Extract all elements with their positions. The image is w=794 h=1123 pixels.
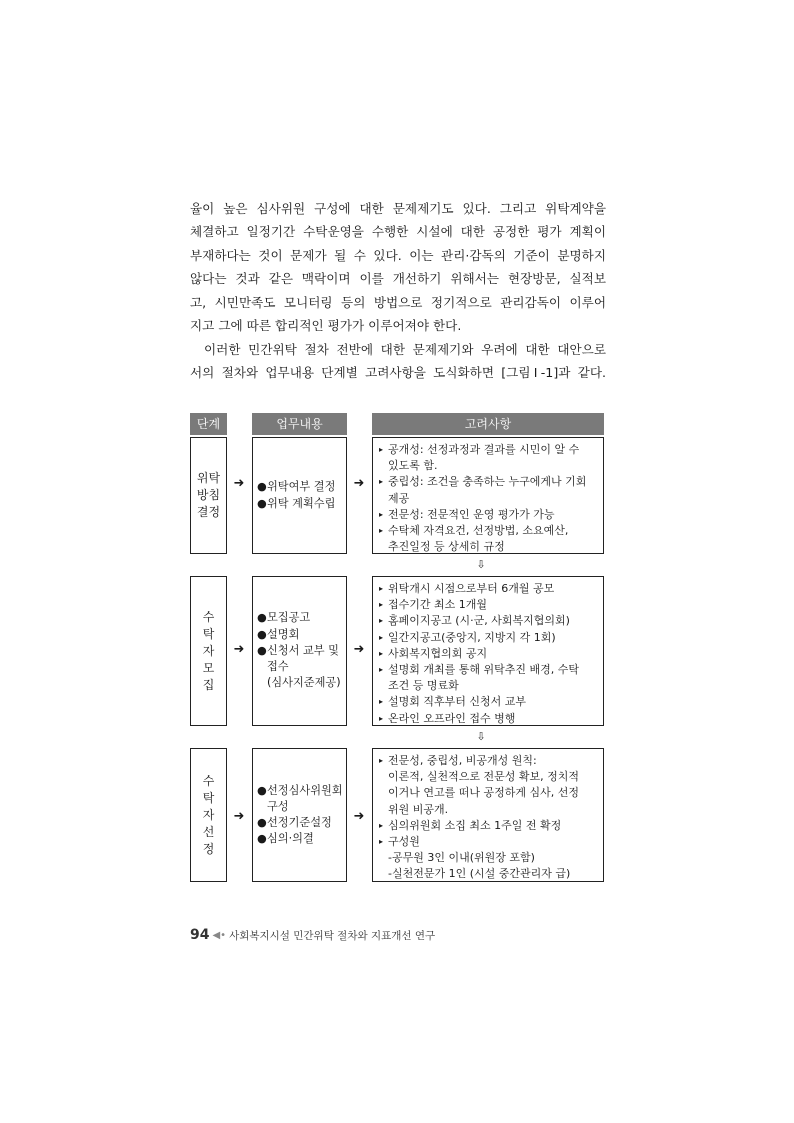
consider-item [379,662,599,678]
arrow-down-icon: ⇩ [476,730,486,743]
stage-box-3 [190,748,227,882]
consider-item [379,711,599,727]
task-item [257,643,346,659]
consider-continuation: 있도록 함. [388,459,438,473]
consider-continuation: 추진일정 등 상세히 규정 [388,540,505,554]
bullet-icon: ● [257,832,267,846]
consider-item [379,753,599,769]
triangle-bullet-icon: ▸ [379,713,384,723]
consider-text: 구성원 [388,835,420,849]
triangle-bullet-icon: ▸ [379,526,384,536]
triangle-bullet-icon: ▸ [379,820,384,830]
consider-text: 공개성: 선정과정과 결과를 시민이 알 수 [388,443,580,456]
task-text: 심의·의결 [267,832,314,846]
consider-box-3 [372,748,604,882]
task-item [257,815,346,831]
stage-char: 방침 [196,488,221,502]
bullet-icon: ● [257,643,267,657]
consider-item [379,507,599,523]
consider-text: 사회복지협의회 공지 [388,646,488,660]
consider-item [379,474,599,490]
consider-item [379,523,599,539]
consider-box-1 [372,437,604,554]
arrow-down-icon: ⇩ [476,558,486,571]
consider-continuation: 제공 [388,491,410,505]
triangle-bullet-icon: ▸ [379,509,384,519]
consider-text: 심의위원회 소집 최소 1주일 전 확정 [388,818,562,832]
consider-continuation: 이론적, 실천적으로 전문성 확보, 정치적 [388,770,579,784]
task-text: 설명회 [267,627,300,641]
consider-item [379,597,599,613]
consider-text: 수탁체 자격요건, 선정방법, 소요예산, [388,524,569,538]
stage-char: 선 [202,824,215,839]
stage-char: 결정 [196,505,221,519]
arrow-right-icon: ➜ [233,642,245,657]
bullet-icon: ● [257,480,267,494]
text-line: 율이 높은 심사위원 구성에 대한 문제제기도 있다. 그리고 위탁계약을 [190,201,606,216]
task-text: 신청서 교부 및 [267,643,339,657]
task-box-2 [252,576,347,726]
triangle-bullet-icon: ▸ [379,837,384,847]
footer-arrow-icon: ◀• [212,929,227,941]
consider-item [379,442,599,458]
task-text: 위탁 계획수립 [267,496,336,510]
stage-char: 모 [202,660,215,675]
triangle-bullet-icon: ▸ [379,584,384,593]
consider-item [379,581,599,597]
task-continuation: 접수 [267,660,289,674]
page-footer [190,926,435,944]
bullet-icon: ● [257,496,267,510]
consider-continuation: 조건 등 명료화 [388,679,459,693]
task-text: 선정기준설정 [267,816,332,829]
stage-label [203,609,215,694]
task-box-1 [252,437,347,554]
task-item [257,831,346,847]
stage-char: 집 [202,677,215,692]
consider-text: 설명회 개최를 통해 위탁추진 배경, 수탁 [388,663,579,677]
task-item [257,627,346,643]
triangle-bullet-icon: ▸ [379,445,384,454]
header-consider: 고려사항 [372,413,604,435]
consider-item [379,613,599,629]
triangle-bullet-icon: ▸ [379,697,384,707]
bullet-icon: ● [257,611,267,625]
stage-char: 수 [202,773,215,788]
stage-label [203,773,215,858]
task-continuation: 구성 [267,799,289,813]
text-line: 않다는 것과 같은 맥락이며 이를 개선하기 위해서는 현장방문, 실적보 [190,271,606,287]
stage-box-1 [190,437,227,554]
header-stage: 단계 [190,413,227,435]
triangle-bullet-icon: ▸ [379,756,384,765]
task-item [257,479,346,495]
arrow-right-icon: ➜ [233,476,245,491]
page-number: 94 [190,927,210,943]
task-text: 모집공고 [267,611,311,625]
footer-title: 사회복지시설 민간위탁 절차와 지표개선 연구 [229,929,436,942]
triangle-bullet-icon: ▸ [379,616,384,626]
text-line: 이러한 민간위탁 절차 전반에 대한 문제제기와 우려에 대한 대안으로 [204,342,606,357]
consider-continuation: 이거나 연고를 떠나 공정하게 심사, 선정 [388,786,579,800]
consider-dash-line: -공무원 3인 이내(위원장 포함) [388,851,535,865]
consider-text: 전문성: 전문적인 운영 평가가 가능 [388,507,555,521]
text-line: 체결하고 일정기간 수탁운영을 수행한 시설에 대한 공정한 평가 계획이 [190,224,606,240]
triangle-bullet-icon: ▸ [379,600,384,610]
consider-continuation: 위원 비공개. [388,802,449,816]
stage-box-2 [190,576,227,726]
consider-dash-line: -실천전문가 1인 (시설 중간관리자 급) [388,867,571,881]
task-item [257,783,346,799]
arrow-right-icon: ➜ [353,476,365,491]
arrow-right-icon: ➜ [353,642,365,657]
task-box-3 [252,748,347,882]
triangle-bullet-icon: ▸ [379,665,384,675]
consider-text: 위탁개시 시점으로부터 6개월 공모 [388,582,555,595]
consider-box-2 [372,576,604,726]
consider-item [379,818,599,834]
consider-text: 홈페이지공고 (시·군, 사회복지협의회) [388,614,570,628]
task-continuation: (심사지준제공) [267,676,341,690]
consider-text: 중립성: 조건을 충족하는 누구에게나 기회 [388,475,587,489]
stage-char: 탁 [202,626,215,641]
triangle-bullet-icon: ▸ [379,632,384,642]
consider-text: 설명회 직후부터 신청서 교부 [388,695,527,709]
triangle-bullet-icon: ▸ [379,648,384,658]
bullet-icon: ● [257,627,267,641]
paragraph-1 [190,197,606,337]
consider-text: 접수기간 최소 1개월 [388,598,487,612]
task-text: 위탁여부 결정 [267,480,336,494]
text-line: 고, 시민만족도 모니터링 등의 방법으로 정기적으로 관리감독이 이루어 [190,294,606,310]
bullet-icon: ● [257,816,267,829]
stage-char: 자 [202,643,215,658]
stage-char: 수 [202,609,215,624]
stage-char: 탁 [202,790,215,805]
text-line: 지고 그에 따른 합리적인 평가가 이루어져야 한다. [190,317,462,333]
arrow-right-icon: ➜ [233,809,245,824]
task-text: 선정심사위원회 [267,783,343,797]
stage-label [197,470,220,521]
header-task: 업무내용 [252,413,347,435]
paragraph-2 [190,338,606,385]
consider-text: 전문성, 중립성, 비공개성 원칙: [388,754,537,767]
stage-char: 위탁 [196,471,221,485]
stage-char: 자 [202,807,215,822]
bullet-icon: ● [257,783,267,797]
text-line: 부재하다는 것이 문제가 될 수 있다. 이는 관리·감독의 기준이 분명하지 [190,247,606,263]
stage-char: 정 [202,841,215,856]
triangle-bullet-icon: ▸ [379,477,384,487]
text-line: 서의 절차와 업무내용 단계별 고려사항을 도식화하면 [그림Ⅰ-1]과 같다. [190,365,606,381]
consider-item [379,834,599,850]
task-item [257,610,346,626]
consider-text: 일간지공고(중앙지, 지방지 각 1회) [388,630,556,644]
consider-item [379,646,599,662]
consider-item [379,694,599,710]
consider-text: 온라인 오프라인 접수 병행 [388,711,516,725]
arrow-right-icon: ➜ [353,809,365,824]
consider-item [379,630,599,646]
task-item [257,496,346,512]
